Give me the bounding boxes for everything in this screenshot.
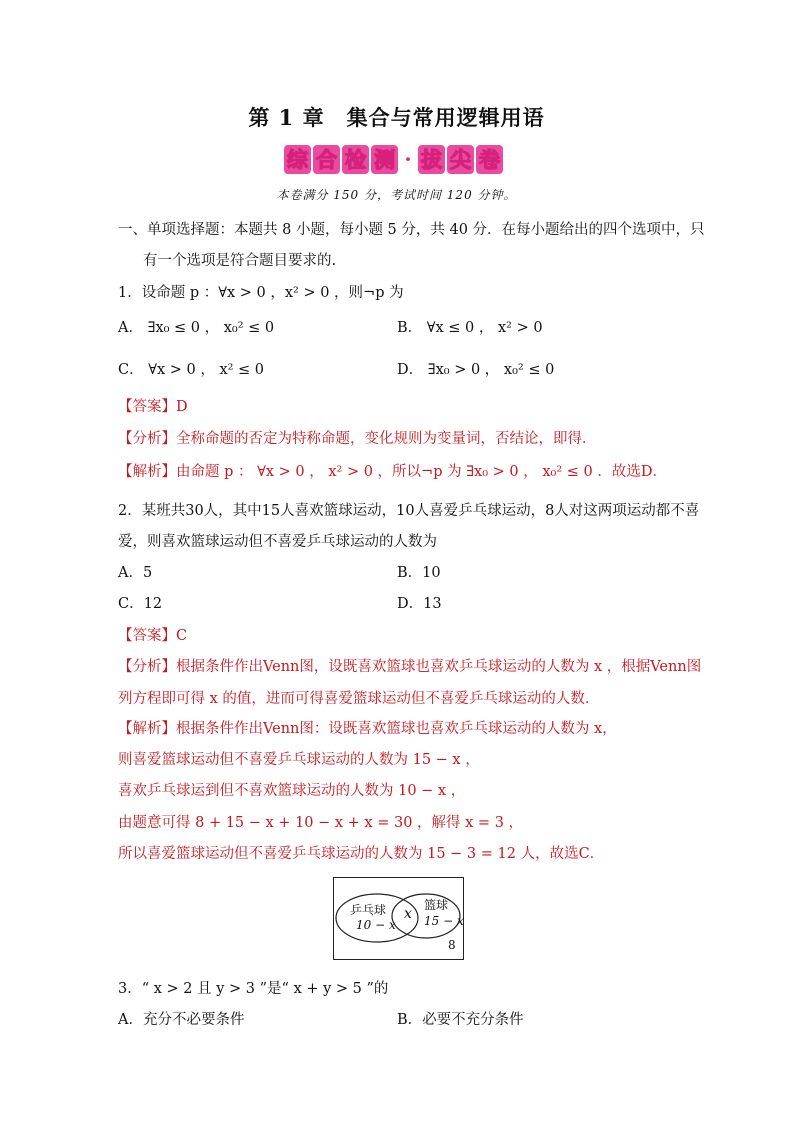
section-heading-line2: 有一个选项是符合题目要求的. [143,253,337,269]
venn-left-label: 乒乓球 [350,903,387,917]
banner-char: 拔 [418,145,445,174]
q3-option-a: A．充分不必要条件 [118,1012,245,1028]
q2-option-a: A．5 [118,565,153,581]
q3-stem: 3．“ x > 2 且 y > 3 ”是“ x + y > 5 ”的 [118,981,389,997]
banner-char: 卷 [476,145,503,174]
solution-tag: 【解析】 [118,721,176,737]
q2-stem-line1: 2．某班共30人，其中15人喜欢篮球运动，10人喜爱乒乓球运动，8人对这两项运动都不喜 [118,503,700,519]
answer-tag: 【答案】 [118,399,176,415]
q2-answer [118,624,187,645]
venn-center-value: x [404,906,412,922]
q2-solution-line2: 则喜爱篮球运动但不喜爱乒乓球运动的人数为 15 − x ， [118,752,480,768]
exam-note: 本卷满分 150 分，考试时间 120 分钟。 [276,188,517,202]
venn-diagram [333,877,464,960]
q1-stem: 1．设命题 p ：∀x > 0 ，x² > 0 ，则¬p 为 [118,285,404,301]
q2-option-d: D．13 [397,596,442,612]
q2-solution-line5: 所以喜爱篮球运动但不喜爱乒乓球运动的人数为 15 − 3 = 12 人，故选C． [118,846,605,862]
q1-option-a: A． ∃x₀ ≤ 0 ， x₀² ≤ 0 [118,320,275,336]
q2-solution-line1 [118,717,617,738]
q1-option-c: C． ∀x > 0 ， x² ≤ 0 [118,362,265,378]
q1-answer [118,395,188,416]
q1-analysis [118,427,597,448]
q3-option-b: B．必要不充分条件 [397,1012,524,1028]
venn-right-value: 15 − x [424,914,464,928]
analysis-tag: 【分析】 [118,431,176,447]
q1-solution [118,460,667,481]
section-heading-line1: 一、单项选择题：本题共 8 小题，每小题 5 分，共 40 分．在每小题给出的四个选项中，只 [118,222,705,238]
answer-tag: 【答案】 [118,628,176,644]
q2-stem-line2: 爱，则喜欢篮球运动但不喜爱乒乓球运动的人数为 [118,534,437,550]
analysis-text: 全称命题的否定为特称命题，变化规则为变量词，否结论，即得． [176,431,597,447]
banner [284,143,503,175]
q2-option-c: C．12 [118,596,163,612]
solution-tag: 【解析】 [118,464,176,480]
banner-char: 合 [313,145,340,174]
q2-solution-line4: 由题意可得 8 + 15 − x + 10 − x + x = 30 ，解得 x = 3 ， [118,815,524,831]
banner-char: 测 [371,145,398,174]
q2-option-b: B．10 [397,565,441,581]
venn-outside-value: 8 [448,938,456,952]
q2-analysis-line2: 列方程即可得 x 的值，进而可得喜爱篮球运动但不喜爱乒乓球运动的人数． [118,691,600,707]
answer-value: C [176,628,188,644]
banner-char: 尖 [447,145,474,174]
q2-analysis-line1 [118,655,701,676]
q1-option-d: D． ∃x₀ > 0 ， x₀² ≤ 0 [397,362,555,378]
venn-right-label: 篮球 [424,898,449,912]
banner-char: 综 [284,145,311,174]
analysis-tag: 【分析】 [118,659,176,675]
banner-dot: · [404,147,412,171]
q2-solution-line3: 喜欢乒乓球运到但不喜欢篮球运动的人数为 10 − x ， [118,783,466,799]
answer-value: D [176,399,188,415]
banner-char: 检 [342,145,369,174]
venn-left-value: 10 − x [356,918,396,932]
analysis-text: 根据条件作出Venn图，设既喜欢篮球也喜欢乒乓球运动的人数为 x ，根据Venn图 [176,659,702,675]
solution-text: 由命题 p ： ∀x > 0 ， x² > 0 ，所以¬p 为 ∃x₀ > 0 ， x₀² ≤ 0 ．故选D． [176,464,667,480]
q1-option-b: B． ∀x ≤ 0 ， x² > 0 [397,320,543,336]
solution-text: 根据条件作出Venn图：设既喜欢篮球也喜欢乒乓球运动的人数为 x， [176,721,617,737]
chapter-title: 第 1 章 集合与常用逻辑用语 [248,105,545,130]
